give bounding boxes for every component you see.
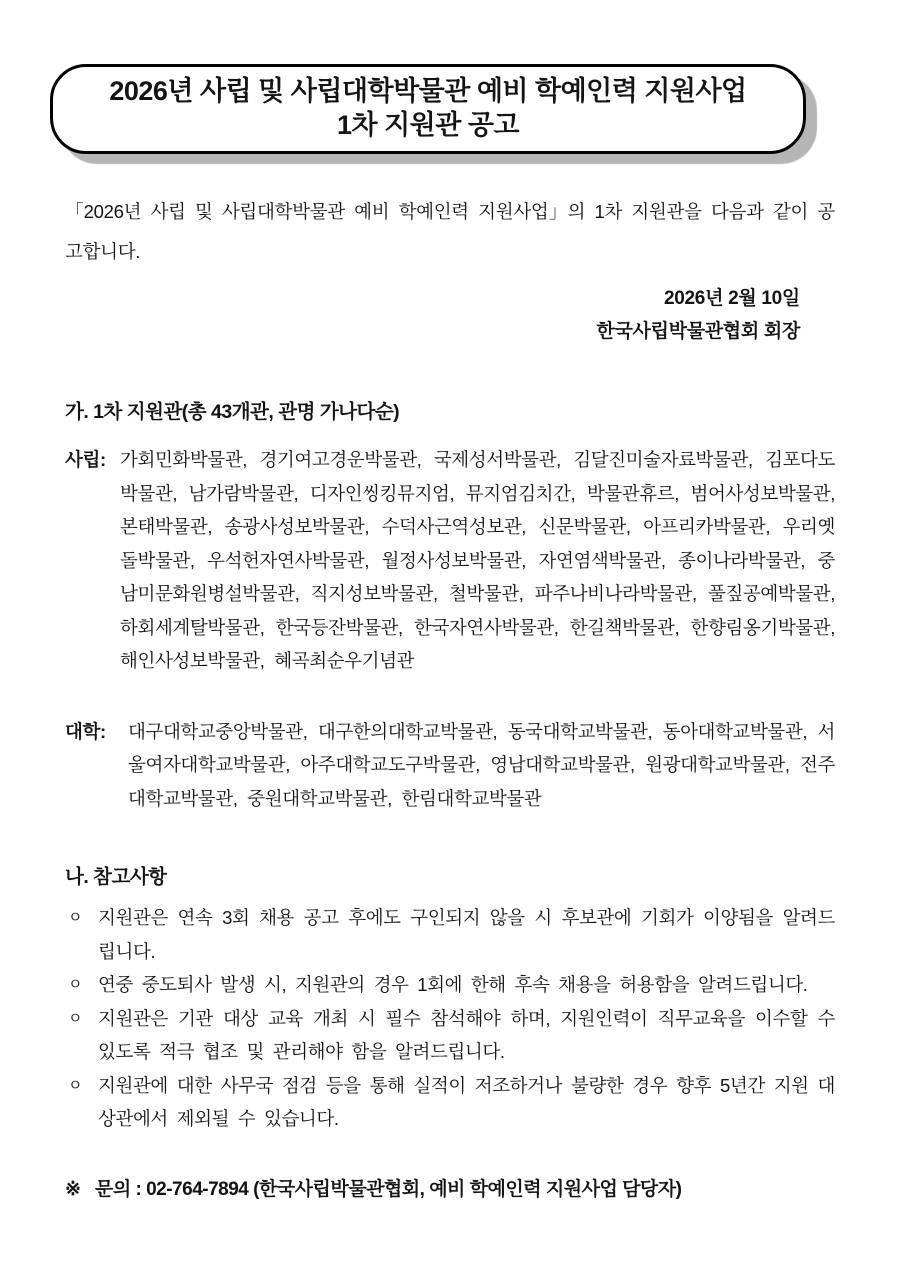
note-text: 지원관은 연속 3회 채용 공고 후에도 구인되지 않을 시 후보관에 기회가 이양됨을 알려드립니다. [98,907,835,962]
announcement-date: 2026년 2월 10일 [664,288,800,309]
bullet-circle-icon: ㅇ [68,976,83,993]
issuer-signature: 한국사립박물관협회 회장 [596,321,800,342]
group-label-university: 대학: [65,720,106,742]
bullet-circle-icon: ㅇ [68,1009,83,1027]
museum-group-private [65,443,835,678]
note-item [65,968,835,1002]
museum-list-private: 가회민화박물관, 경기여고경운박물관, 국제성서박물관, 김달진미술자료박물관, 김포다도박물관, 남가람박물관, 디자인씽킹뮤지엄, 뮤지엄김치간, 박물관휴르, 범어사성보박물관, 본태박물관, 송광사성보박물관, 수덕사근역성보관, 신문박물관, 아프리카박물관, 우리옛돌박물관, 우석헌자연사박물관, 월정사성보박물관, 자연염색박물관, 종이나라박물관, 중남미문화원병설박물관, 직지성보박물관, 철박물관, 파주나비나라박물관, 풀짚공예박물관, 하회세계탈박물관, 한국등잔박물관, 한국자연사박물관, 한길책박물관, 한향림옹기박물관, 해인사성보박물관, 혜곡최순우기념관 [120,449,835,671]
museum-list-university: 대구대학교중앙박물관, 대구한의대학교박물관, 동국대학교박물관, 동아대학교박물관, 서울여자대학교박물관, 아주대학교도구박물관, 영남대학교박물관, 원광대학교박물관, 전주대학교박물관, 중원대학교박물관, 한림대학교박물관 [128,720,835,809]
note-text: 지원관은 기관 대상 교육 개최 시 필수 참석해야 하며, 지원인력이 직무교육을 이수할 수 있도록 적극 협조 및 관리해야 함을 알려드립니다. [98,1007,835,1062]
contact-text: 문의 : 02-764-7894 (한국사립박물관협회, 예비 학예인력 지원사업 담당자) [95,1178,682,1200]
title-line-2: 1차 지원관 공고 [336,110,519,140]
intro-paragraph: 「2026년 사립 및 사립대학박물관 예비 학예인력 지원사업」의 1차 지원관을 다음과 같이 공고합니다. [65,201,835,262]
note-text: 지원관에 대한 사무국 점검 등을 통해 실적이 저조하거나 불량한 경우 향후 5년간 지원 대상관에서 제외될 수 있습니다. [98,1074,835,1129]
notes-list [65,901,835,1136]
section-b-heading: 나. 참고사항 [65,866,167,888]
bullet-circle-icon: ㅇ [68,1076,83,1094]
section-a-heading: 가. 1차 지원관(총 43개관, 관명 가나다순) [65,401,400,423]
date-signature-block [65,282,835,348]
group-label-private: 사립: [65,449,106,470]
note-text: 연중 중도퇴사 발생 시, 지원관의 경우 1회에 한해 후속 채용을 허용함을 알려드립니다. [98,974,808,995]
title-line-1: 2026년 사립 및 사립대학박물관 예비 학예인력 지원사업 [109,76,747,106]
title-box [50,64,806,154]
note-item [65,901,835,968]
reference-mark-icon: ※ [65,1178,81,1200]
note-item [65,1069,835,1136]
museum-group-university [65,715,835,816]
bullet-circle-icon: ㅇ [68,909,83,926]
note-item [65,1002,835,1069]
contact-line [65,1174,835,1201]
